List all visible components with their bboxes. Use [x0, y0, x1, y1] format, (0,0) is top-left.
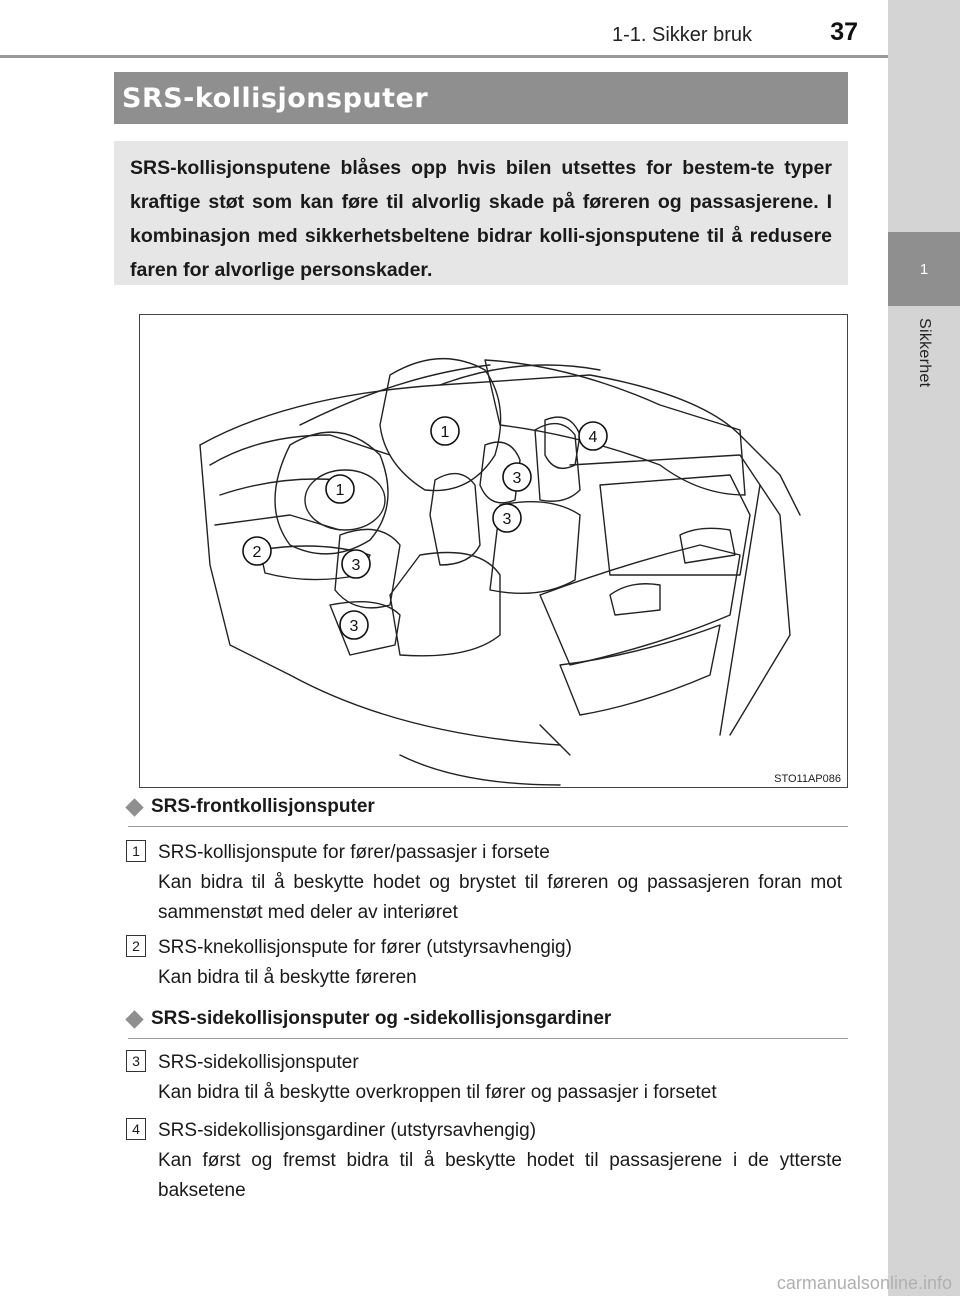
item-description: Kan først og fremst bidra til å beskytte hodet til passasjerene i de ytterste baksetene [158, 1150, 842, 1201]
header-rule [0, 55, 888, 58]
item-title: SRS-knekollisjonspute for fører (utstyrsavhengig) [158, 937, 572, 958]
diamond-bullet-icon [125, 798, 143, 816]
figure-code: STO11AP086 [774, 773, 841, 785]
callout-label: 1 [440, 424, 450, 441]
side-airbags-heading [128, 1008, 611, 1030]
item-title: SRS-sidekollisjonsgardiner (utstyrsavhengig) [158, 1120, 537, 1141]
item-number-badge: 4 [126, 1118, 146, 1140]
chapter-number-box [888, 232, 960, 306]
section-rule [128, 1038, 848, 1039]
car-interior-drawing [140, 315, 847, 787]
item-description: Kan bidra til å beskytte overkroppen til fører og passasjer i forsetet [158, 1082, 717, 1103]
item-description: Kan bidra til å beskytte hodet og brystet til føreren og passasjeren foran mot sammenstøt med deler av interiøret [158, 872, 842, 923]
page-number: 37 [830, 18, 858, 46]
callout-label: 3 [351, 557, 361, 574]
callout-label: 3 [512, 470, 522, 487]
item-title: SRS-kollisjonspute for fører/passasjer i forsete [158, 842, 550, 863]
item-number-badge: 2 [126, 935, 146, 957]
intro-box [114, 141, 848, 285]
item-description: Kan bidra til å beskytte føreren [158, 967, 417, 988]
callout-label: 3 [349, 618, 359, 635]
list-item [158, 1048, 842, 1108]
airbag-illustration [139, 314, 848, 788]
section-title: SRS-kollisjonsputer [122, 82, 429, 114]
section-title-bar [114, 72, 848, 124]
item-title: SRS-sidekollisjonsputer [158, 1052, 359, 1073]
section-rule [128, 826, 848, 827]
chapter-side-tab [888, 0, 960, 1296]
chapter-number: 1 [919, 260, 929, 278]
callout-label: 1 [335, 482, 345, 499]
list-item [158, 838, 842, 928]
item-number-badge: 3 [126, 1050, 146, 1072]
watermark: carmanualsonline.info [776, 1273, 952, 1293]
list-item [158, 1116, 842, 1206]
chapter-name: Sikkerhet [916, 318, 933, 388]
front-airbags-heading-text: SRS-frontkollisjonsputer [151, 796, 375, 817]
callout-label: 2 [252, 544, 262, 561]
running-head: 1-1. Sikker bruk [612, 24, 753, 46]
diamond-bullet-icon [125, 1010, 143, 1028]
front-airbags-heading [128, 796, 375, 818]
item-number-badge: 1 [126, 840, 146, 862]
side-airbags-heading-text: SRS-sidekollisjonsputer og -sidekollisjonsgardiner [151, 1008, 612, 1029]
callout-label: 3 [502, 511, 512, 528]
list-item [158, 933, 842, 993]
intro-text: SRS-kollisjonsputene blåses opp hvis bilen utsettes for bestem-te typer kraftige støt som kan føre til alvorlig skade på føreren og passasjerene. I kombinasjon med sikkerhetsbeltene bidrar kolli-sjonsputene til å redusere faren for alvorlige personskader. [130, 157, 832, 281]
callout-label: 4 [588, 429, 598, 446]
